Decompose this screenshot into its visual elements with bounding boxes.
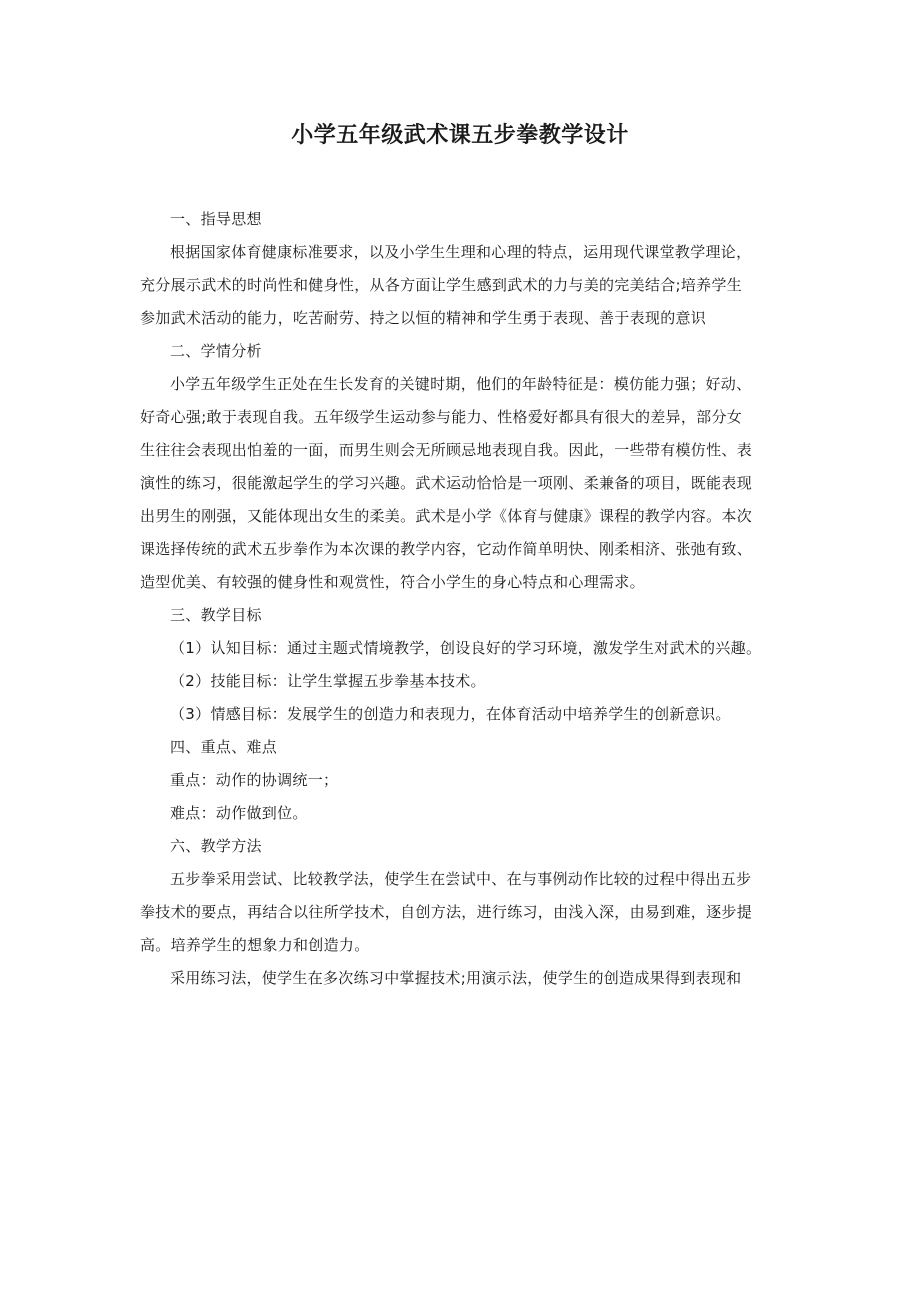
- text-line: 根据国家体育健康标准要求，以及小学生生理和心理的特点，运用现代课堂教学理论，: [170, 243, 752, 261]
- paragraph-analysis: [140, 368, 781, 599]
- text-line: 生往往会表现出怕羞的一面，而男生则会无所顾忌地表现自我。因此，一些带有模仿性、表: [140, 441, 753, 459]
- text-line: 采用练习法，使学生在多次练习中掌握技术;用演示法，使学生的创造成果得到表现和: [170, 969, 742, 987]
- text-line: 参加武术活动的能力，吃苦耐劳、持之以恒的精神和学生勇于表现、善于表现的意识: [140, 309, 707, 327]
- section-heading-key-points: 四、重点、难点: [170, 738, 278, 756]
- document-body: [140, 203, 781, 995]
- text-line: 演性的练习，很能激起学生的学习兴趣。武术运动恰恰是一项刚、柔兼备的项目，既能表现: [140, 474, 753, 492]
- paragraph-guiding: [140, 236, 781, 335]
- section-heading-guiding: 一、指导思想: [170, 210, 262, 228]
- text-line: 出男生的刚强，又能体现出女生的柔美。武术是小学《体育与健康》课程的教学内容。本次: [140, 507, 753, 525]
- text-line: 小学五年级学生正处在生长发育的关键时期，他们的年龄特征是：模仿能力强；好动、: [170, 375, 752, 393]
- text-line: 好奇心强;敢于表现自我。五年级学生运动参与能力、性格爱好都具有很大的差异，部分女: [140, 408, 743, 426]
- objective-item-affective: （3）情感目标：发展学生的创造力和表现力，在体育活动中培养学生的创新意识。: [170, 705, 731, 723]
- text-line: 造型优美、有较强的健身性和观赏性，符合小学生的身心特点和心理需求。: [140, 573, 645, 591]
- objective-item-skill: （2）技能目标：让学生掌握五步拳基本技术。: [170, 672, 486, 690]
- paragraph-methods-2: [140, 962, 781, 995]
- text-line: 五步拳采用尝试、比较教学法，使学生在尝试中、在与事例动作比较的过程中得出五步: [170, 870, 752, 888]
- section-heading-analysis: 二、学情分析: [170, 342, 262, 360]
- difficulty-item: 难点：动作做到位。: [170, 804, 308, 822]
- document-title: 小学五年级武术课五步拳教学设计: [291, 123, 629, 148]
- section-heading-methods: 六、教学方法: [170, 837, 262, 855]
- text-line: 拳技术的要点，再结合以往所学技术，自创方法，进行练习，由浅入深，由易到难，逐步提: [140, 903, 753, 921]
- objective-item-cognitive: （1）认知目标：通过主题式情境教学，创设良好的学习环境，激发学生对武术的兴趣。: [170, 639, 762, 657]
- paragraph-methods-1: [140, 863, 781, 962]
- section-heading-objectives: 三、教学目标: [170, 606, 262, 624]
- text-line: 课选择传统的武术五步拳作为本次课的教学内容，它动作简单明快、刚柔相济、张弛有致、: [140, 540, 753, 558]
- text-line: 高。培养学生的想象力和创造力。: [140, 936, 370, 954]
- key-point-item: 重点：动作的协调统一；: [170, 771, 339, 789]
- text-line: 充分展示武术的时尚性和健身性，从各方面让学生感到武术的力与美的完美结合;培养学生: [140, 276, 743, 294]
